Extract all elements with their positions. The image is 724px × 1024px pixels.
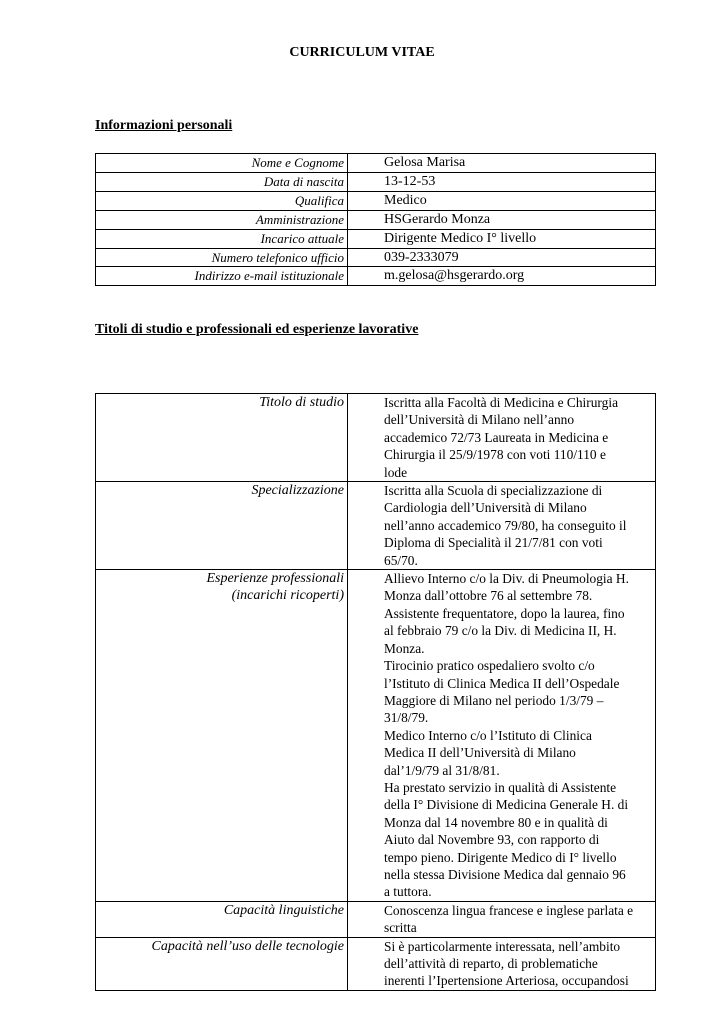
table-row (96, 482, 656, 570)
table-row (96, 172, 656, 191)
row-label: Data di nascita (96, 172, 348, 191)
row-value: 13-12-53 (348, 172, 656, 191)
row-value: Dirigente Medico I° livello (348, 229, 656, 248)
table-row (96, 570, 656, 902)
document-title: CURRICULUM VITAE (289, 45, 435, 60)
table-row (96, 267, 656, 286)
row-label: Amministrazione (96, 210, 348, 229)
table-row (96, 210, 656, 229)
row-value: Iscritta alla Facoltà di Medicina e Chirurgia dell’Università di Milano nell’anno accademico 72/73 Laureata in Medicina e Chirurgia il 25/9/1978 con voti 110/110 e lode (348, 394, 656, 482)
row-label: Specializzazione (96, 482, 348, 570)
row-label: Capacità nell’uso delle tecnologie (96, 937, 348, 990)
table-row (96, 937, 656, 990)
row-label: Numero telefonico ufficio (96, 248, 348, 267)
table-row (96, 154, 656, 173)
personal-info-heading: Informazioni personali (95, 118, 233, 133)
studies-table (95, 393, 656, 991)
row-label: Qualifica (96, 191, 348, 210)
row-value: 039-2333079 (348, 248, 656, 267)
table-row (96, 394, 656, 482)
row-label: Titolo di studio (96, 394, 348, 482)
table-row (96, 901, 656, 937)
table-row (96, 191, 656, 210)
row-label: Esperienze professionali (incarichi ricoperti) (96, 570, 348, 902)
studies-heading: Titoli di studio e professionali ed esperienze lavorative (95, 322, 419, 337)
row-value: m.gelosa@hsgerardo.org (348, 267, 656, 286)
row-value: Medico (348, 191, 656, 210)
row-value: Conoscenza lingua francese e inglese parlata e scritta (348, 901, 656, 937)
row-value: HSGerardo Monza (348, 210, 656, 229)
row-value: Si è particolarmente interessata, nell’ambito dell’attività di reparto, di problematiche inerenti l’Ipertensione Arteriosa, occupandosi (348, 937, 656, 990)
table-row (96, 229, 656, 248)
row-label: Nome e Cognome (96, 154, 348, 173)
row-value: Gelosa Marisa (348, 154, 656, 173)
row-value: Allievo Interno c/o la Div. di Pneumologia H. Monza dall’ottobre 76 al settembre 78. Assistente frequentatore, dopo la laurea, fino al febbraio 79 c/o la Div. di Medicina II, H. Monza. Tirocinio pratico ospedaliero svolto c/o l’Istituto di Clinica Medica II dell’Ospedale Maggiore di Milano nel periodo 1/3/79 – 31/8/79. Medico Interno c/o l’Istituto di Clinica Medica II dell’Università di Milano dal’1/9/79 al 31/8/81. Ha prestato servizio in qualità di Assistente della I° Divisione di Medicina Generale H. di Monza dal 14 novembre 80 e in qualità di Aiuto dal Novembre 93, con rapporto di tempo pieno. Dirigente Medico di I° livello nella stessa Divisione Medica dal gennaio 96 a tuttora. (348, 570, 656, 902)
row-label: Incarico attuale (96, 229, 348, 248)
row-value: Iscritta alla Scuola di specializzazione di Cardiologia dell’Università di Milano nell’anno accademico 79/80, ha conseguito il Diploma di Specialità il 21/7/81 con voti 65/70. (348, 482, 656, 570)
row-label: Capacità linguistiche (96, 901, 348, 937)
row-label: Indirizzo e-mail istituzionale (96, 267, 348, 286)
table-row (96, 248, 656, 267)
personal-info-table (95, 153, 656, 286)
